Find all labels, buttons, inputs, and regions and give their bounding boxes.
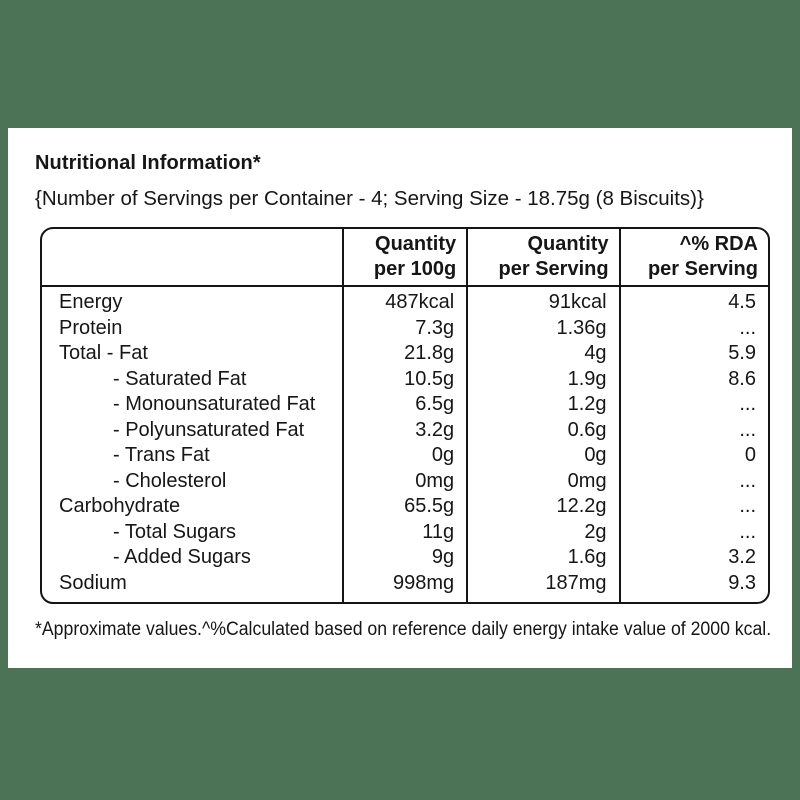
per-100g-value: 7.3g	[343, 316, 467, 342]
per-serving-value: 1.36g	[467, 316, 619, 342]
serving-info: {Number of Servings per Container - 4; Serving Size - 18.75g (8 Biscuits)}	[35, 187, 704, 210]
per-100g-value: 0g	[343, 443, 467, 469]
per-100g-value: 65.5g	[343, 494, 467, 520]
column-header-quantity-per-serving	[467, 229, 619, 286]
table-row-monounsaturated-fat	[42, 392, 768, 418]
per-100g-value: 998mg	[343, 571, 467, 603]
column-header-line: Quantity	[527, 233, 609, 255]
nutrient-label: Protein	[59, 316, 123, 339]
per-serving-value: 91kcal	[467, 286, 619, 316]
per-serving-value: 1.9g	[467, 367, 619, 393]
table-row-added-sugars	[42, 545, 768, 571]
rda-value: ...	[620, 469, 768, 495]
table-row-carbohydrate	[42, 494, 768, 520]
nutrient-label: - Polyunsaturated Fat	[113, 418, 305, 441]
rda-value: ...	[620, 418, 768, 444]
nutrient-label: Sodium	[59, 571, 127, 594]
rda-value: ...	[620, 520, 768, 546]
per-100g-value: 21.8g	[343, 341, 467, 367]
nutrient-label: Energy	[59, 291, 123, 313]
nutrient-label: - Trans Fat	[113, 444, 210, 466]
per-100g-value: 9g	[343, 545, 467, 571]
table-row-saturated-fat	[42, 367, 768, 393]
rda-value: 8.6	[620, 367, 768, 393]
per-100g-value: 0mg	[343, 469, 467, 495]
column-header-line: per Serving	[498, 258, 609, 280]
page-title: Nutritional Information*	[35, 152, 261, 174]
column-header-line: ^% RDA	[679, 233, 758, 255]
table-row-polyunsaturated-fat	[42, 418, 768, 444]
per-100g-value: 6.5g	[343, 392, 467, 418]
column-header-line: per 100g	[373, 258, 457, 280]
per-serving-value: 0.6g	[467, 418, 619, 444]
table-row-protein	[42, 316, 768, 342]
column-header-rda-per-serving	[620, 229, 768, 286]
nutrient-label: - Saturated Fat	[113, 367, 247, 390]
column-header-nutrient	[42, 229, 343, 286]
table-header-row	[42, 229, 768, 286]
nutrient-label: - Monounsaturated Fat	[113, 393, 316, 415]
table-row-cholesterol	[42, 469, 768, 495]
nutrition-table	[40, 227, 770, 604]
column-header-line: per Serving	[647, 258, 758, 280]
table-row-sodium	[42, 571, 768, 603]
per-100g-value: 487kcal	[343, 286, 467, 316]
column-header-quantity-per-100g	[343, 229, 467, 286]
rda-value: 5.9	[620, 341, 768, 367]
per-serving-value: 2g	[467, 520, 619, 546]
nutrient-label: - Cholesterol	[113, 469, 227, 492]
table-row-total-sugars	[42, 520, 768, 546]
per-100g-value: 10.5g	[343, 367, 467, 393]
nutrient-label: Total - Fat	[59, 342, 148, 364]
per-serving-value: 12.2g	[467, 494, 619, 520]
nutrient-label: Carbohydrate	[59, 495, 181, 517]
per-serving-value: 0g	[467, 443, 619, 469]
rda-value: ...	[620, 316, 768, 342]
per-serving-value: 4g	[467, 341, 619, 367]
nutrient-label: - Total Sugars	[113, 520, 237, 543]
per-serving-value: 1.2g	[467, 392, 619, 418]
nutrition-label-card	[8, 128, 792, 668]
per-100g-value: 11g	[343, 520, 467, 546]
table-row-total-fat	[42, 341, 768, 367]
rda-value: 4.5	[620, 286, 768, 316]
rda-value: ...	[620, 494, 768, 520]
footnote: *Approximate values.^%Calculated based on reference daily energy intake value of 2000 kcal.	[35, 619, 772, 640]
table-row-trans-fat	[42, 443, 768, 469]
nutrient-label: - Added Sugars	[113, 546, 251, 568]
rda-value: 3.2	[620, 545, 768, 571]
rda-value: 0	[620, 443, 768, 469]
per-serving-value: 187mg	[467, 571, 619, 603]
per-serving-value: 1.6g	[467, 545, 619, 571]
per-serving-value: 0mg	[467, 469, 619, 495]
per-100g-value: 3.2g	[343, 418, 467, 444]
column-header-line: Quantity	[375, 233, 457, 255]
rda-value: ...	[620, 392, 768, 418]
table-row-energy	[42, 286, 768, 316]
rda-value: 9.3	[620, 571, 768, 603]
